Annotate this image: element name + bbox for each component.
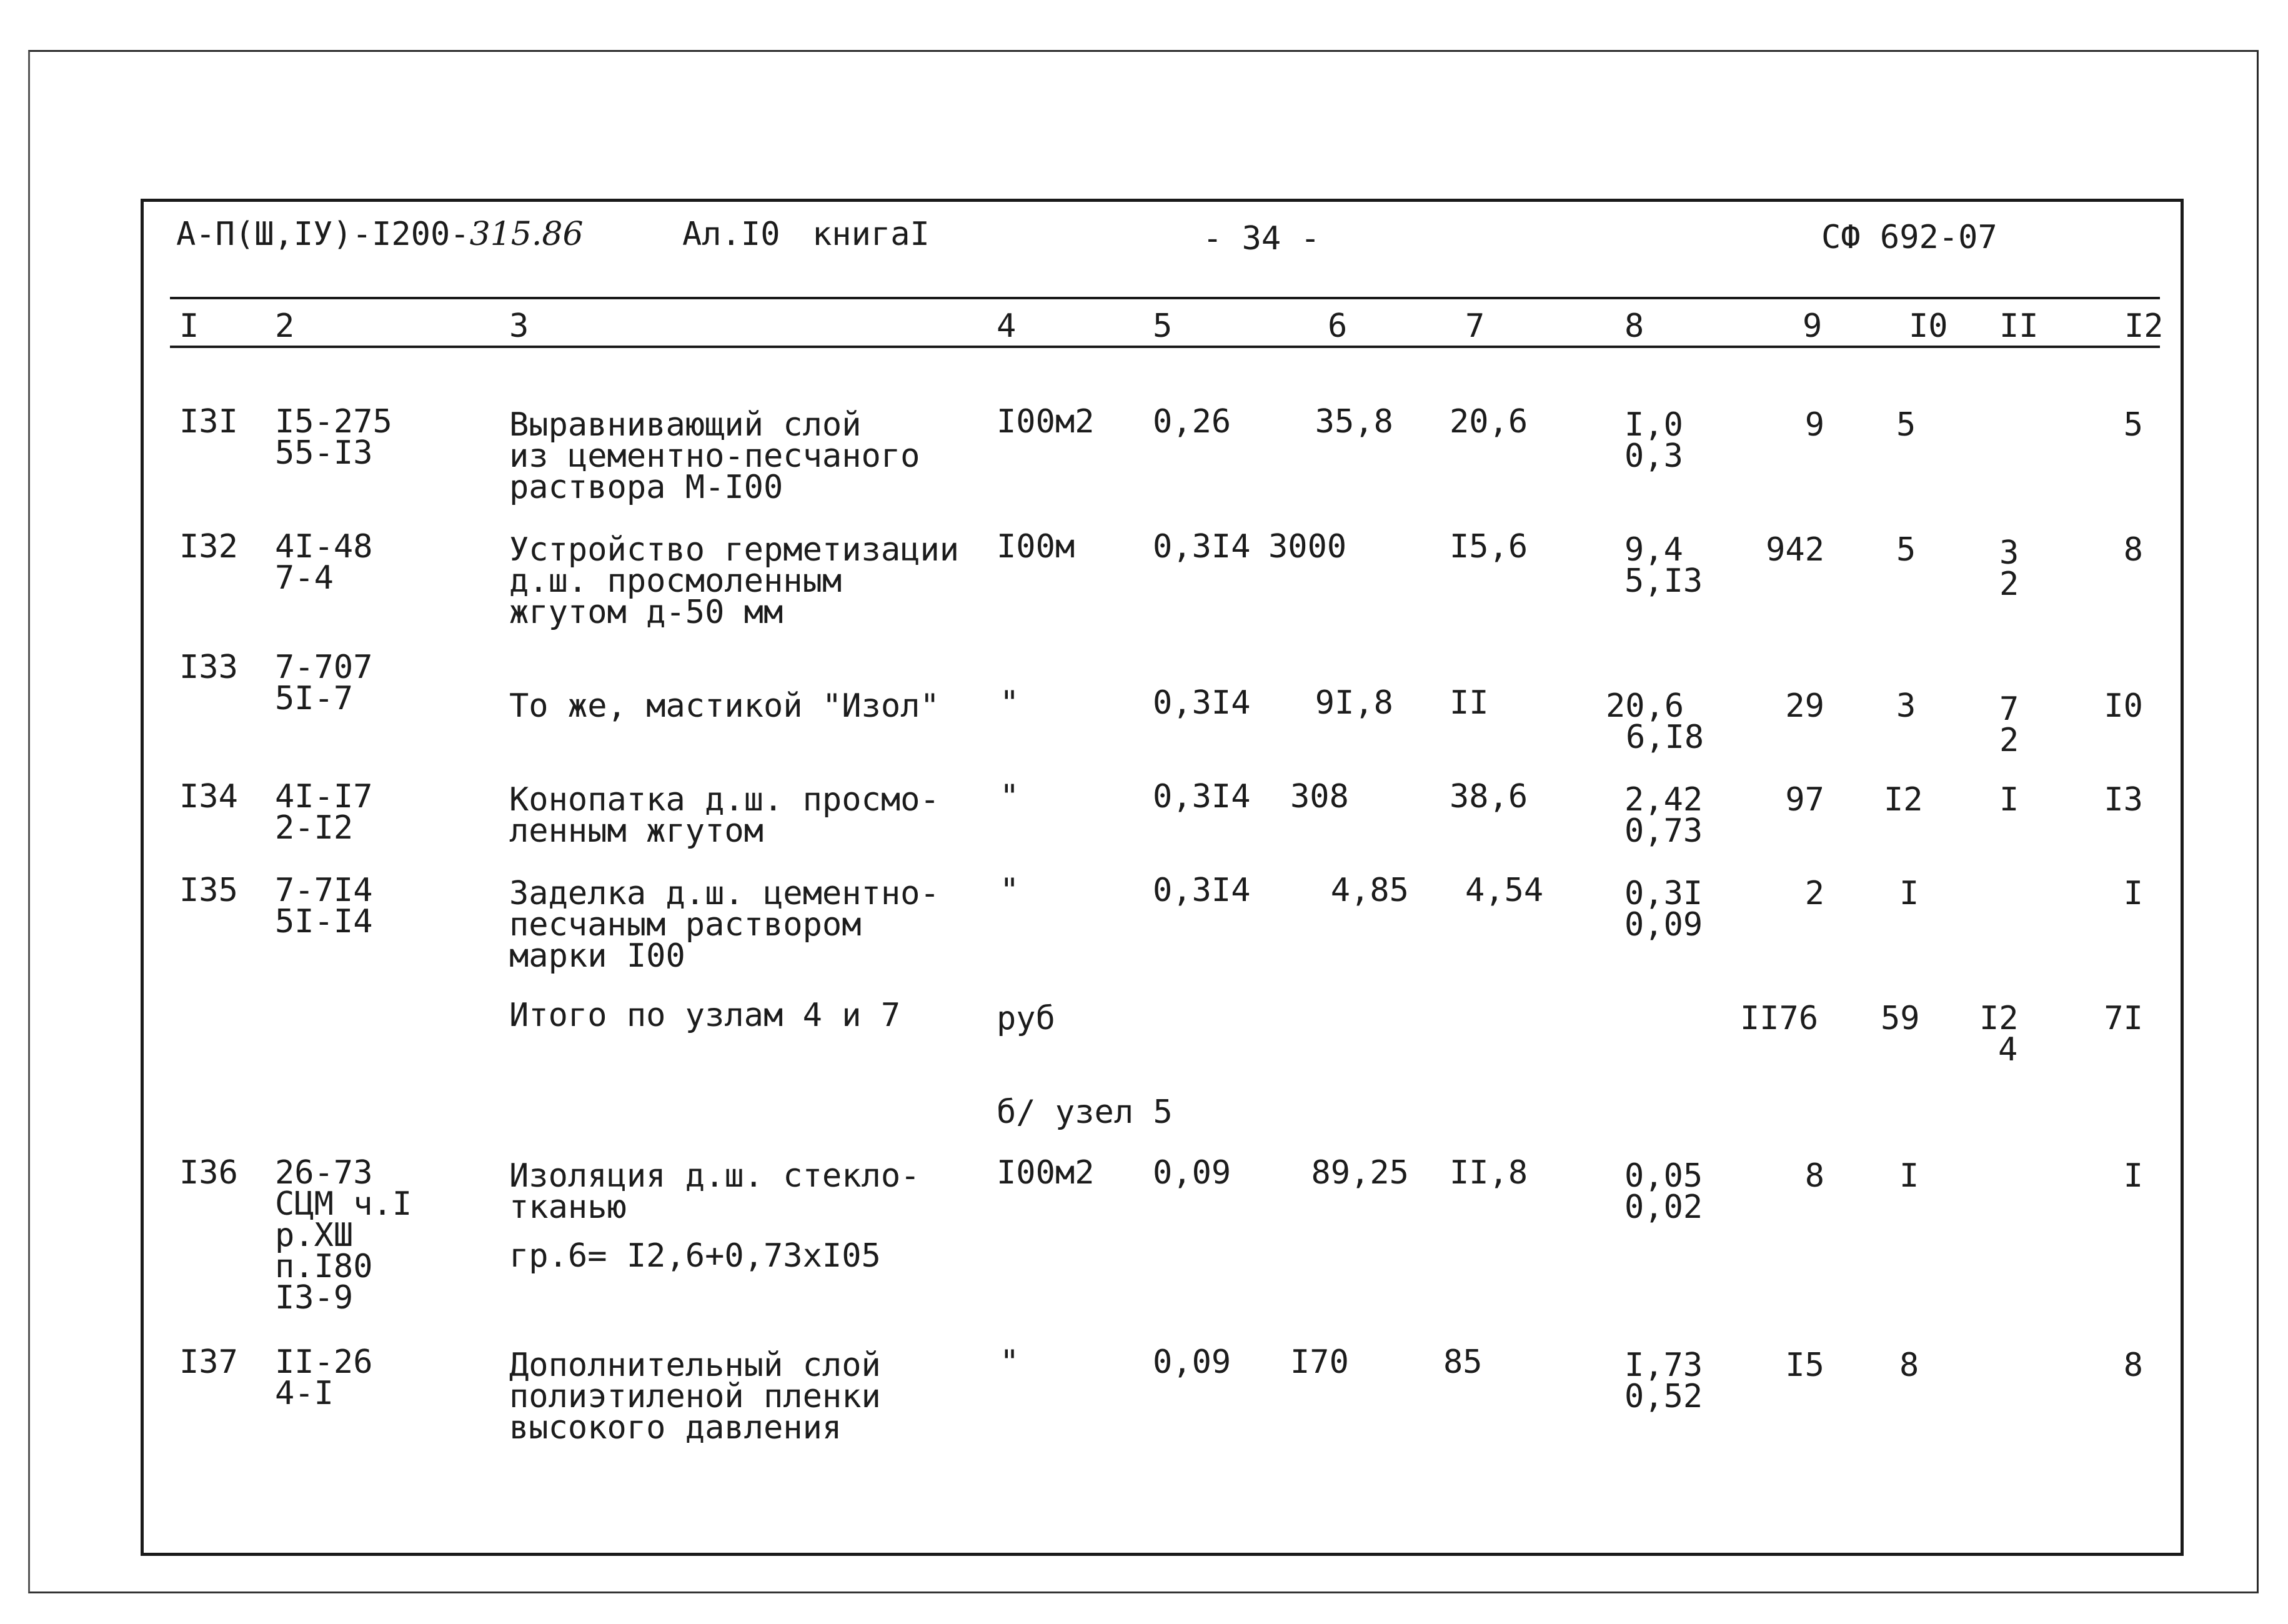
col-5: 5 — [1153, 307, 1173, 345]
row-col5: 0,3I4 — [1153, 872, 1251, 909]
row-col6: 4,85 — [1330, 872, 1409, 909]
row-unit: I00м — [997, 528, 1075, 565]
section-heading: б/ узел 5 — [997, 1093, 1173, 1131]
row-col12: 8 — [2123, 531, 2143, 569]
row-code: 4I-48 7-4 — [275, 528, 373, 597]
row-unit: " — [1000, 778, 1020, 815]
row-col5: 0,3I4 — [1153, 684, 1251, 722]
row-col9: 97 — [1785, 781, 1824, 819]
row-col5: 0,09 — [1153, 1343, 1231, 1381]
row-col10: I2 — [1884, 781, 1923, 819]
row-col7: I5,6 — [1450, 528, 1528, 565]
row-col7: II — [1450, 684, 1489, 722]
row-num: I36 — [179, 1154, 238, 1192]
row-col10: 5 — [1896, 531, 1916, 569]
row-unit: I00м2 — [997, 403, 1095, 441]
series-code: СФ 692-07 — [1821, 219, 1997, 256]
col-8: 8 — [1624, 307, 1644, 345]
row-col8: I,0 0,3 — [1624, 406, 1683, 475]
total-label: Итого по узлам 4 и 7 — [509, 997, 901, 1034]
header-rule — [170, 297, 2160, 299]
row-col8: 0,3I 0,09 — [1624, 875, 1703, 944]
row-col9: 942 — [1766, 531, 1824, 569]
doc-code-handwritten: 315.86 — [469, 216, 584, 253]
row-unit: " — [1000, 872, 1020, 909]
row-col6: 308 — [1290, 778, 1349, 815]
page-number: - 34 - — [1203, 220, 1320, 257]
row-col7: 38,6 — [1450, 778, 1528, 815]
row-code: II-26 4-I — [275, 1343, 373, 1412]
row-col12: 8 — [2123, 1347, 2143, 1384]
row-col9: 29 — [1785, 687, 1824, 725]
row-col5: 0,3I4 — [1153, 778, 1251, 815]
row-col5: 0,26 — [1153, 403, 1231, 441]
row-desc: Дополнительный слой полиэтиленой пленки высокого давления — [509, 1347, 881, 1447]
album: Ал.I0 — [682, 216, 780, 253]
row-col7: II,8 — [1450, 1154, 1528, 1192]
row-col9: I5 — [1785, 1347, 1824, 1384]
col-1: I — [179, 307, 199, 345]
col-9: 9 — [1803, 307, 1823, 345]
col-3: 3 — [509, 307, 529, 345]
row-col6: 9I,8 — [1315, 684, 1393, 722]
row-num: I34 — [179, 778, 238, 815]
row-col8: 20,6 6,I8 — [1606, 687, 1704, 756]
col-2: 2 — [275, 307, 295, 345]
row-col6: 3000 — [1268, 528, 1347, 565]
row-col12: I0 — [2104, 687, 2143, 725]
row-col5: 0,3I4 — [1153, 528, 1251, 565]
row-num: I33 — [179, 649, 238, 686]
row-col12: I3 — [2104, 781, 2143, 819]
row-col6: I70 — [1290, 1343, 1349, 1381]
row-num: I32 — [179, 528, 238, 565]
row-col9: 8 — [1804, 1157, 1824, 1195]
col-12: I2 — [2124, 307, 2164, 345]
row-code: 7-7I4 5I-I4 — [275, 872, 373, 940]
row-col8: 2,42 0,73 — [1624, 781, 1703, 850]
row-code: 7-707 5I-7 — [275, 649, 373, 717]
total-col11: I2 4 — [1979, 1000, 2019, 1069]
row-col8: 0,05 0,02 — [1624, 1157, 1703, 1226]
col-10: I0 — [1909, 307, 1948, 345]
row-col9: 2 — [1804, 875, 1824, 912]
row-desc: Устройство герметизации д.ш. просмоленным жгутом д-50 мм — [509, 531, 960, 631]
col-4: 4 — [997, 307, 1017, 345]
total-unit: руб — [997, 1000, 1055, 1037]
row-col11: 7 2 — [1999, 690, 2019, 759]
row-col9: 9 — [1804, 406, 1824, 444]
row-col6: 89,25 — [1311, 1154, 1409, 1192]
col-11: II — [1999, 307, 2039, 345]
row-unit: " — [1000, 1343, 1020, 1381]
row-code: 4I-I7 2-I2 — [275, 778, 373, 847]
row-col12: I — [2123, 875, 2143, 912]
row-col11: I — [1999, 781, 2019, 819]
doc-code — [176, 216, 584, 253]
row-unit: " — [1000, 684, 1020, 722]
row-col10: 8 — [1899, 1347, 1919, 1384]
row-col8: 9,4 5,I3 — [1624, 531, 1703, 600]
row-col7: 20,6 — [1450, 403, 1528, 441]
row-formula: гр.6= I2,6+0,73хI05 — [509, 1237, 881, 1275]
total-col9: II76 — [1740, 1000, 1819, 1037]
column-header-rule — [170, 346, 2160, 348]
row-code: 26-73 СЦМ ч.I р.ХШ п.I80 I3-9 — [275, 1154, 412, 1317]
col-6: 6 — [1328, 307, 1348, 345]
row-desc: Конопатка д.ш. просмо- ленным жгутом — [509, 781, 940, 850]
book: книгаI — [812, 216, 930, 253]
row-col12: I — [2123, 1157, 2143, 1195]
doc-code-text: А-П(Ш,IУ)-I200- — [176, 216, 470, 253]
row-desc: Изоляция д.ш. стекло- тканью — [509, 1157, 920, 1226]
row-desc: Заделка д.ш. цементно- песчаным раствором марки I00 — [509, 875, 940, 975]
col-7: 7 — [1465, 307, 1485, 345]
total-col12: 7I — [2104, 1000, 2143, 1037]
row-col10: 5 — [1896, 406, 1916, 444]
row-col5: 0,09 — [1153, 1154, 1231, 1192]
row-col7: 85 — [1443, 1343, 1483, 1381]
row-desc: Выравнивающий слой из цементно-песчаного раствора М-I00 — [509, 406, 920, 506]
row-col10: I — [1899, 875, 1919, 912]
row-num: I37 — [179, 1343, 238, 1381]
row-col6: 35,8 — [1315, 403, 1393, 441]
row-col10: 3 — [1896, 687, 1916, 725]
row-num: I3I — [179, 403, 238, 441]
total-col10: 59 — [1881, 1000, 1920, 1037]
row-col11: 3 2 — [1999, 534, 2019, 603]
row-unit: I00м2 — [997, 1154, 1095, 1192]
row-col7: 4,54 — [1465, 872, 1544, 909]
row-desc: То же, мастикой "Изол" — [509, 687, 940, 725]
row-code: I5-275 55-I3 — [275, 403, 392, 472]
row-col12: 5 — [2123, 406, 2143, 444]
row-col8: I,73 0,52 — [1624, 1347, 1703, 1415]
row-col10: I — [1899, 1157, 1919, 1195]
row-num: I35 — [179, 872, 238, 909]
